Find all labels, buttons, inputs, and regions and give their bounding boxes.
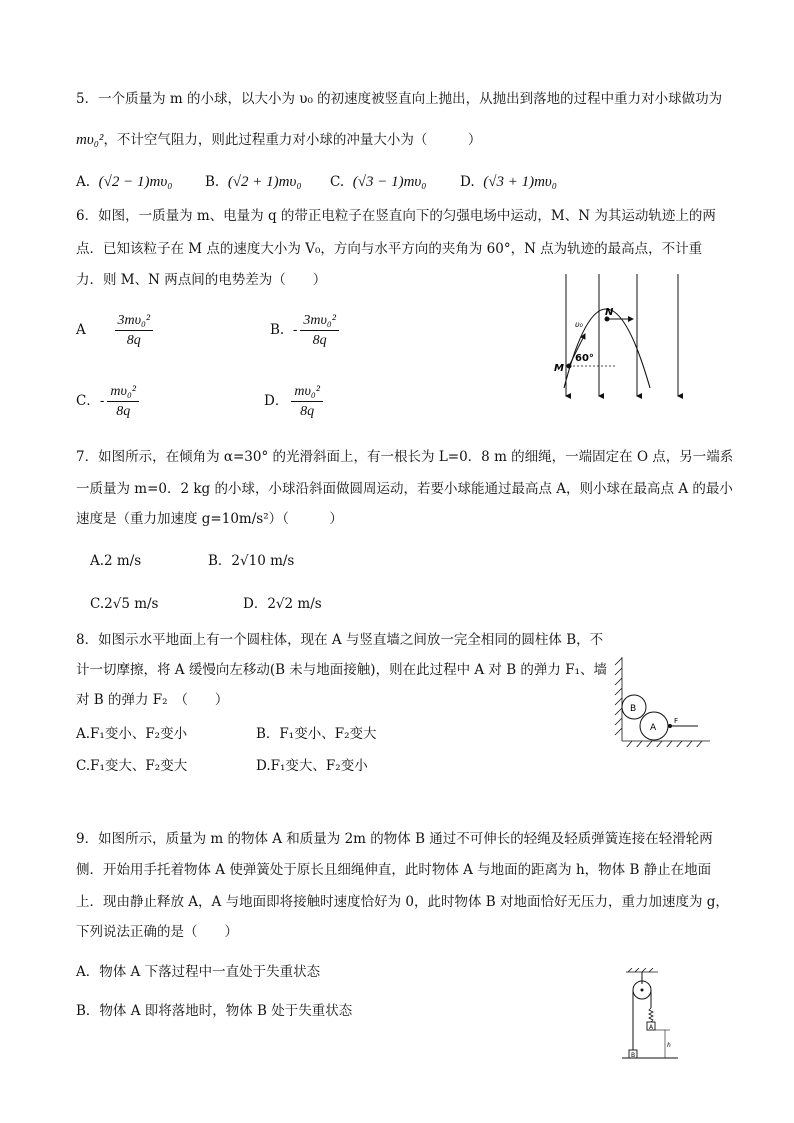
q9-line2: 侧．开始用手托着物体 A 使弹簧处于原长且细绳伸直，此时物体 A 与地面的距离为 h，物体 B 静止在地面 — [76, 862, 712, 878]
q6-line2: 点．已知该粒子在 M 点的速度大小为 V₀，方向与水平方向的夹角为 60°，N 点为轨迹的最高点，不计重 — [76, 241, 703, 257]
label-h: h — [667, 1042, 671, 1049]
q5-option-a: A. (√2 − 1)mυ₀ — [76, 174, 173, 190]
q8-option-a: A.F₁变小、F₂变小 — [76, 726, 188, 742]
pulley-axle — [641, 989, 644, 992]
q5-option-c: C. (√3 − 1)mυ₀ — [330, 174, 427, 190]
label-60: 60° — [575, 353, 594, 364]
label-m: M — [554, 363, 564, 374]
q9-line1: 9．如图所示，质量为 m 的物体 A 和质量为 2m 的物体 B 通过不可伸长的轻绳及轻质弹簧连接在轻滑轮两 — [76, 831, 713, 847]
q8-line1: 8．如图示水平地面上有一个圆柱体，现在 A 与竖直墙之间放一完全相同的圆柱体 B，不 — [76, 632, 604, 648]
q8-option-d: D.F₁变大、F₂变小 — [256, 758, 368, 774]
q5-option-b: B. (√2 + 1)mυ₀ — [205, 174, 302, 190]
label-b: B — [631, 1052, 636, 1059]
q7-option-b: B．2√10 m/s — [208, 553, 295, 569]
q8-option-b: B．F₁变小、F₂变大 — [256, 726, 377, 742]
q6-option-a: A $\frac{\text{3mυ₀²}}{8q}$ — [76, 312, 156, 349]
ceiling — [626, 968, 658, 972]
q6-option-b: B. - $\frac{\text{3mυ₀²}}{8q}$ — [270, 312, 342, 349]
q5-work-expr: mυ₀² — [76, 132, 104, 148]
q5-option-d: D. (√3 + 1)mυ₀ — [460, 174, 558, 190]
q6-line3: 力．则 M、N 两点间的电势差为（ ） — [76, 272, 327, 288]
q8-option-c: C.F₁变大、F₂变大 — [76, 758, 188, 774]
q8-cylinders-diagram — [612, 655, 712, 747]
q9-option-b: B．物体 A 即将落地时，物体 B 处于失重状态 — [76, 1003, 353, 1019]
q6-line1: 6．如图，一质量为 m、电量为 q 的带正电粒子在竖直向下的匀强电场中运动，M、N 为其运动轨迹上的两 — [76, 208, 716, 224]
q7-line3: 速度是（重力加速度 g=10m/s²）（ ） — [76, 511, 343, 527]
spring — [649, 1008, 653, 1022]
q7-option-c: C.2√5 m/s — [90, 596, 159, 612]
q8-line3: 对 B 的弹力 F₂ （ ） — [76, 692, 229, 708]
q6-field-diagram — [545, 270, 695, 402]
q5-line1: 5．一个质量为 m 的小球，以大小为 υ₀ 的初速度被竖直向上抛出，从抛出到落地的过程中重力对小球做功为 — [76, 91, 723, 107]
q8-line2: 计一切摩擦，将 A 缓慢向左移动(B 未与地面接触)，则在此过程中 A 对 B 的弹力 F₁、墙 — [76, 662, 607, 678]
label-n: N — [605, 307, 614, 318]
q7-option-d: D．2√2 m/s — [243, 596, 322, 612]
q6-option-c: C．- $\frac{\text{mυ₀²}}{8q}$ — [76, 383, 142, 420]
q9-option-a: A．物体 A 下落过程中一直处于失重状态 — [76, 964, 321, 980]
label-a: A — [649, 1024, 654, 1031]
label-v0: υ₀ — [575, 320, 583, 329]
force-f-point — [668, 724, 672, 728]
q5-line2-text: ，不计空气阻力，则此过程重力对小球的冲量大小为（ ） — [103, 132, 482, 148]
q6-option-d: D． $\frac{\text{mυ₀²}}{8q}$ — [264, 383, 326, 420]
q9-line4: 下列说法正确的是（ ） — [76, 924, 238, 940]
point-m — [567, 364, 572, 369]
q5-line2 — [76, 130, 481, 150]
label-f: F — [674, 717, 679, 725]
label-a: A — [650, 723, 657, 733]
q7-line2: 一质量为 m=0．2 kg 的小球，小球沿斜面做圆周运动，若要小球能通过最高点 A，则小球在最高点 A 的最小 — [76, 481, 733, 497]
q7-option-a: A.2 m/s — [90, 553, 142, 569]
label-b: B — [630, 704, 637, 714]
q7-line1: 7．如图所示，在倾角为 α=30° 的光滑斜面上，有一根长为 L=0．8 m 的细绳，一端固定在 O 点，另一端系 — [76, 449, 734, 465]
field-lines — [566, 274, 678, 396]
wall-hatch — [615, 657, 710, 747]
q9-pulley-diagram — [620, 968, 680, 1064]
q9-line3: 上．现由静止释放 A，A 与地面即将接触时速度恰好为 0，此时物体 B 对地面恰好无压力，重力加速度为 g， — [76, 894, 729, 910]
